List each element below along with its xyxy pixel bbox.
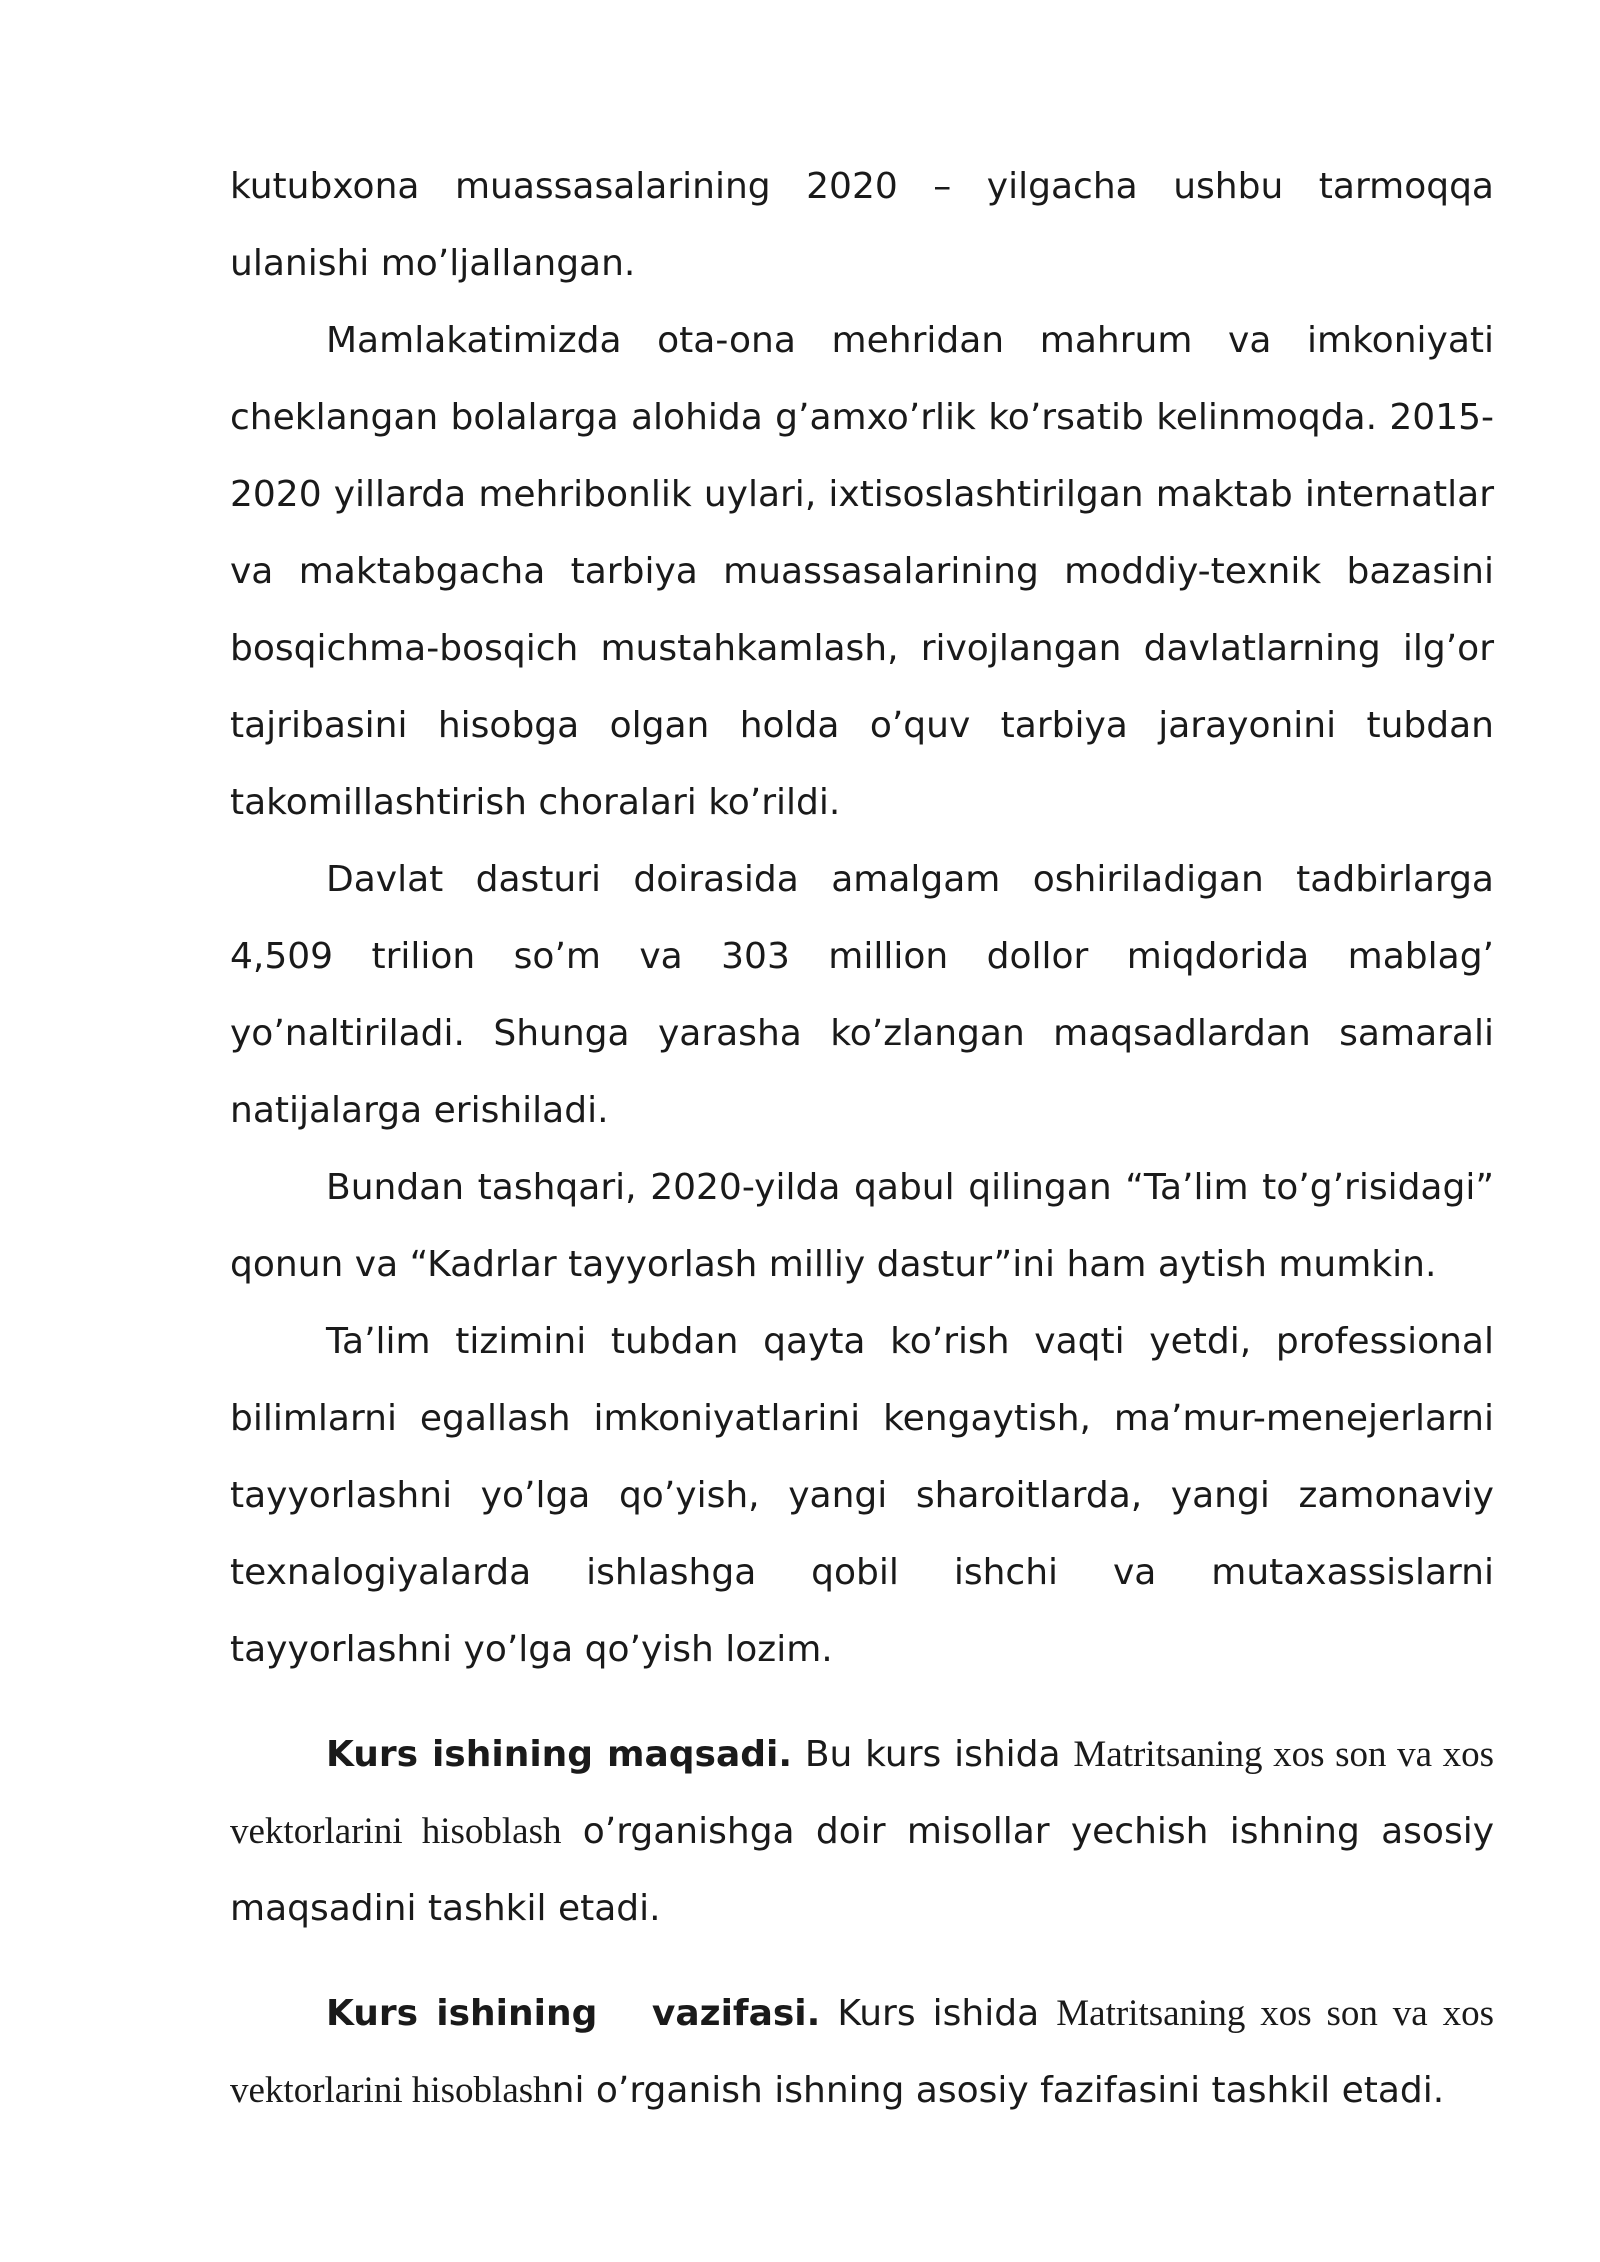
paragraph-orphan-care: Mamlakatimizda ota-ona mehridan mahrum va imkoniyati cheklangan bolalarga alohida g’amxo’rlik ko’rsatib kelinmoqda. 2015-2020 yillarda mehribonlik uylari, ixtisoslashtirilgan maktab internatlar va maktabgacha tarbiya muassasalarining moddiy-texnik bazasini bosqichma-bosqich mustahkamlash, rivojlangan davlatlarning ilg’or tajribasini hisobga olgan holda o’quv tarbiya jarayonini tubdan takomillashtirish choralari ko’rildi. [230,320,1494,823]
course-goal-topic: Matritsaning xos son va xos vektorlarini hisoblash [230,1734,1495,1852]
paragraph-state-program-funding: Davlat dasturi doirasida amalgam oshiriladigan tadbirlarga 4,509 trilion so’m va 303 million dollor miqdorida mablag’ yo’naltiriladi. Shunga yarasha ko’zlangan maqsadlardan samarali natijalarga erishiladi. [230,859,1494,1131]
paragraph-education-law: Bundan tashqari, 2020-yilda qabul qilingan “Ta’lim to’g’risidagi” qonun va “Kadrlar tayyorlash milliy dastur”ini ham aytish mumkin. [230,1167,1494,1285]
document-page [230,148,1494,2129]
course-goal-heading: Kurs ishining maqsadi. [326,1734,793,1775]
course-goal-lead: Bu kurs ishida [792,1734,1074,1775]
paragraph-education-reform: Ta’lim tizimini tubdan qayta ko’rish vaqti yetdi, professional bilimlarni egallash imkoniyatlarini kengaytish, ma’mur-menejerlarni tayyorlashni yo’lga qo’yish, yangi sharoitlarda, yangi zamonaviy texnalogiyalarda ishlashga qobil ishchi va mutaxassislarni tayyorlashni yo’lga qo’yish lozim. [230,1321,1494,1670]
paragraph-course-goal [230,1716,1494,1947]
course-task-rest: ni o’rganish ishning asosiy fazifasini tashkil etadi. [551,2070,1445,2111]
course-task-heading: Kurs ishining vazifasi. [326,1993,821,2034]
course-task-lead: Kurs ishida [820,1993,1057,2034]
paragraph-library-connection: kutubxona muassasalarining 2020 – yilgacha ushbu tarmoqqa ulanishi mo’ljallangan. [230,166,1494,284]
paragraph-course-task [230,1975,1494,2129]
course-task-topic: Matritsaning xos son va xos vektorlarini hisoblash [230,1993,1495,2111]
course-goal-rest: o’rganishga doir misollar yechish ishning asosiy maqsadini tashkil etadi. [230,1811,1495,1929]
